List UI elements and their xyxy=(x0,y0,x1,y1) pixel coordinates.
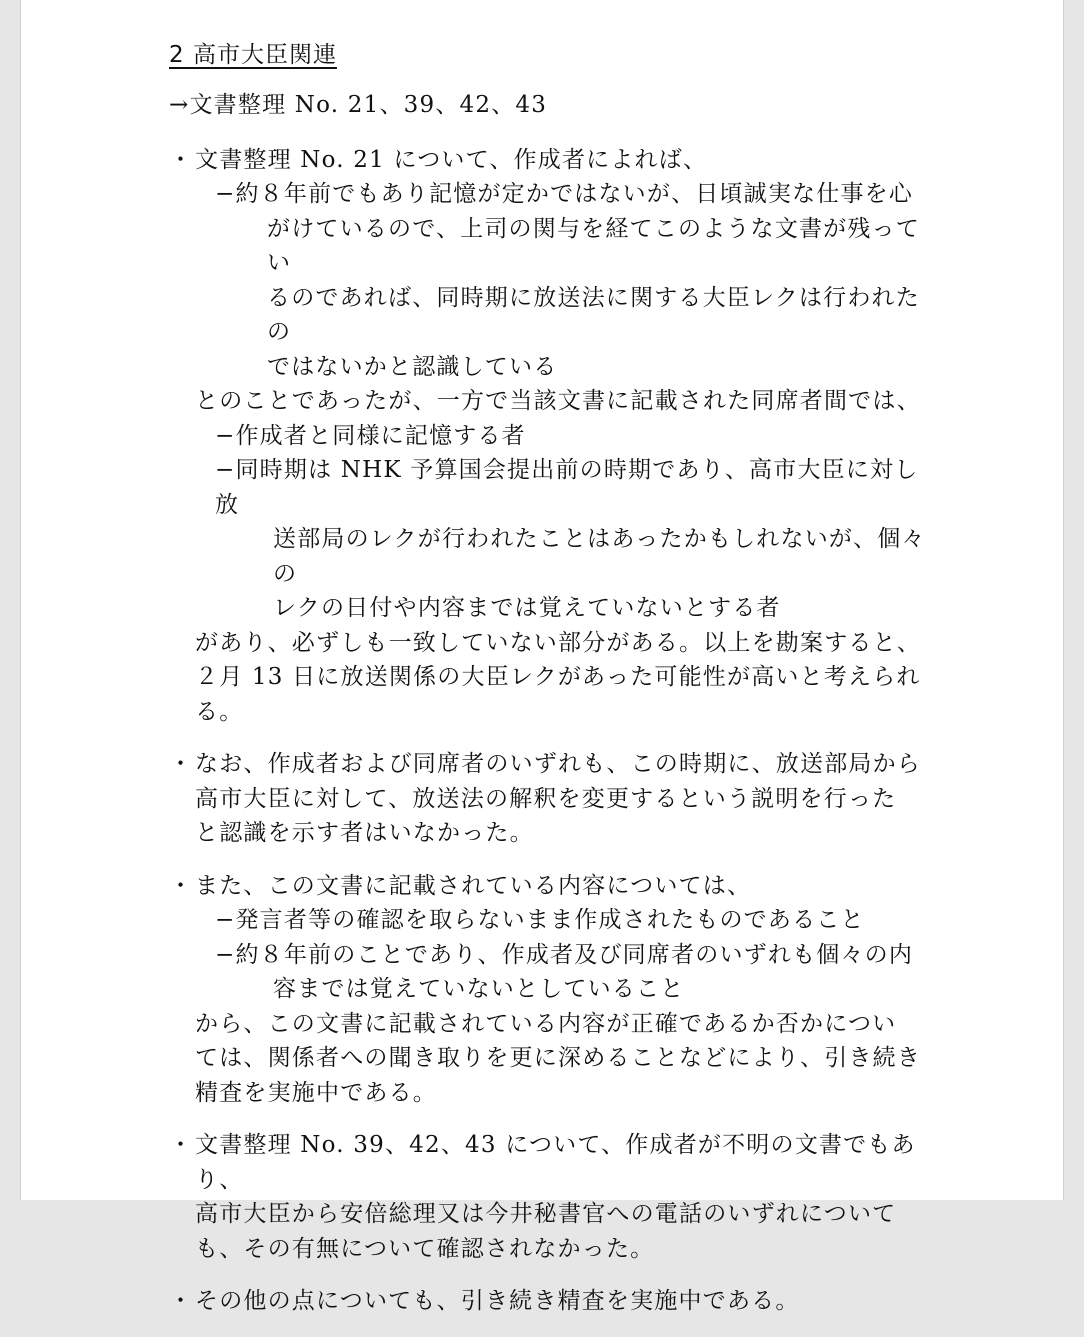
paragraph-line: −同時期は NHK 予算国会提出前の時期であり、高市大臣に対し放 xyxy=(215,457,919,518)
dash-item xyxy=(169,419,929,454)
paragraph-line: から、この文書に記載されている内容が正確であるか否かについ xyxy=(195,1010,897,1037)
paragraph-line: なお、作成者および同席者のいずれも、この時期に、放送部局から xyxy=(195,751,921,777)
paragraph-line: があり、必ずしも一致していない部分がある。以上を勘案すると、 xyxy=(195,629,921,656)
bullet-section-3 xyxy=(169,869,929,1111)
document-reference: →文書整理 No. 21、39、42、43 xyxy=(169,92,548,118)
paragraph-line: とのことであったが、一方で当該文書に記載された同席者間では、 xyxy=(195,388,921,414)
paragraph-line: その他の点についても、引き続き精査を実施中である。 xyxy=(195,1288,800,1314)
paragraph-line: と認識を示す者はいなかった。 xyxy=(195,820,534,846)
paragraph-line: 高市大臣から安倍総理又は今井秘書官への電話のいずれについて xyxy=(195,1201,897,1227)
paragraph-line: るのであれば、同時期に放送法に関する大臣レクは行われたの xyxy=(267,284,920,345)
paragraph-line: ではないかと認識している xyxy=(267,353,558,380)
bullet-mark: ・ xyxy=(169,1288,194,1314)
bullet-section-5 xyxy=(169,1284,929,1319)
paragraph-line: 送部局のレクが行われたことはあったかもしれないが、個々の xyxy=(273,526,926,587)
paragraph-line: 高市大臣に対して、放送法の解釈を変更するという説明を行った xyxy=(195,785,897,812)
document-page xyxy=(20,0,1064,1314)
paragraph-line: 文書整理 No. 39、42、43 について、作成者が不明の文書でもあり、 xyxy=(195,1132,916,1193)
paragraph-line: ては、関係者への聞き取りを更に深めることなどにより、引き続き xyxy=(195,1045,921,1071)
section-heading: 2 高市大臣関連 xyxy=(169,42,337,68)
bullet-mark: ・ xyxy=(169,1132,194,1158)
paragraph-line: −発言者等の確認を取らないまま作成されたものであること xyxy=(215,907,865,933)
paragraph-line: 文書整理 No. 21 について、作成者によれば、 xyxy=(195,146,708,173)
paragraph-line: 容までは覚えていないとしていること xyxy=(273,976,685,1002)
paragraph-line: −約８年前のことであり、作成者及び同席者のいずれも個々の内 xyxy=(215,941,914,968)
paragraph-line: −約８年前でもあり記憶が定かではないが、日頃誠実な仕事を心 xyxy=(215,181,914,207)
dash-item xyxy=(169,453,929,626)
bullet-mark: ・ xyxy=(169,872,194,899)
paragraph-line: また、この文書に記載されている内容については、 xyxy=(195,872,752,899)
bullet-mark: ・ xyxy=(169,146,194,173)
document-body xyxy=(169,38,929,1337)
paragraph-line: る。 xyxy=(195,698,244,725)
bullet-section-1 xyxy=(169,143,929,730)
dash-item xyxy=(169,177,929,384)
bullet-section-4 xyxy=(169,1128,929,1266)
dash-item xyxy=(169,903,929,938)
dash-item xyxy=(169,938,929,1007)
paragraph-line: −作成者と同様に記憶する者 xyxy=(215,422,526,449)
paragraph-line: レクの日付や内容までは覚えていないとする者 xyxy=(273,595,781,621)
paragraph-line: ２月 13 日に放送関係の大臣レクがあった可能性が高いと考えられ xyxy=(195,664,921,690)
paragraph-line: 精査を実施中である。 xyxy=(195,1079,437,1106)
bullet-section-2 xyxy=(169,747,929,851)
bullet-mark: ・ xyxy=(169,751,194,777)
paragraph-line: も、その有無について確認されなかった。 xyxy=(195,1235,655,1262)
paragraph-line: がけているので、上司の関与を経てこのような文書が残ってい xyxy=(267,215,920,276)
